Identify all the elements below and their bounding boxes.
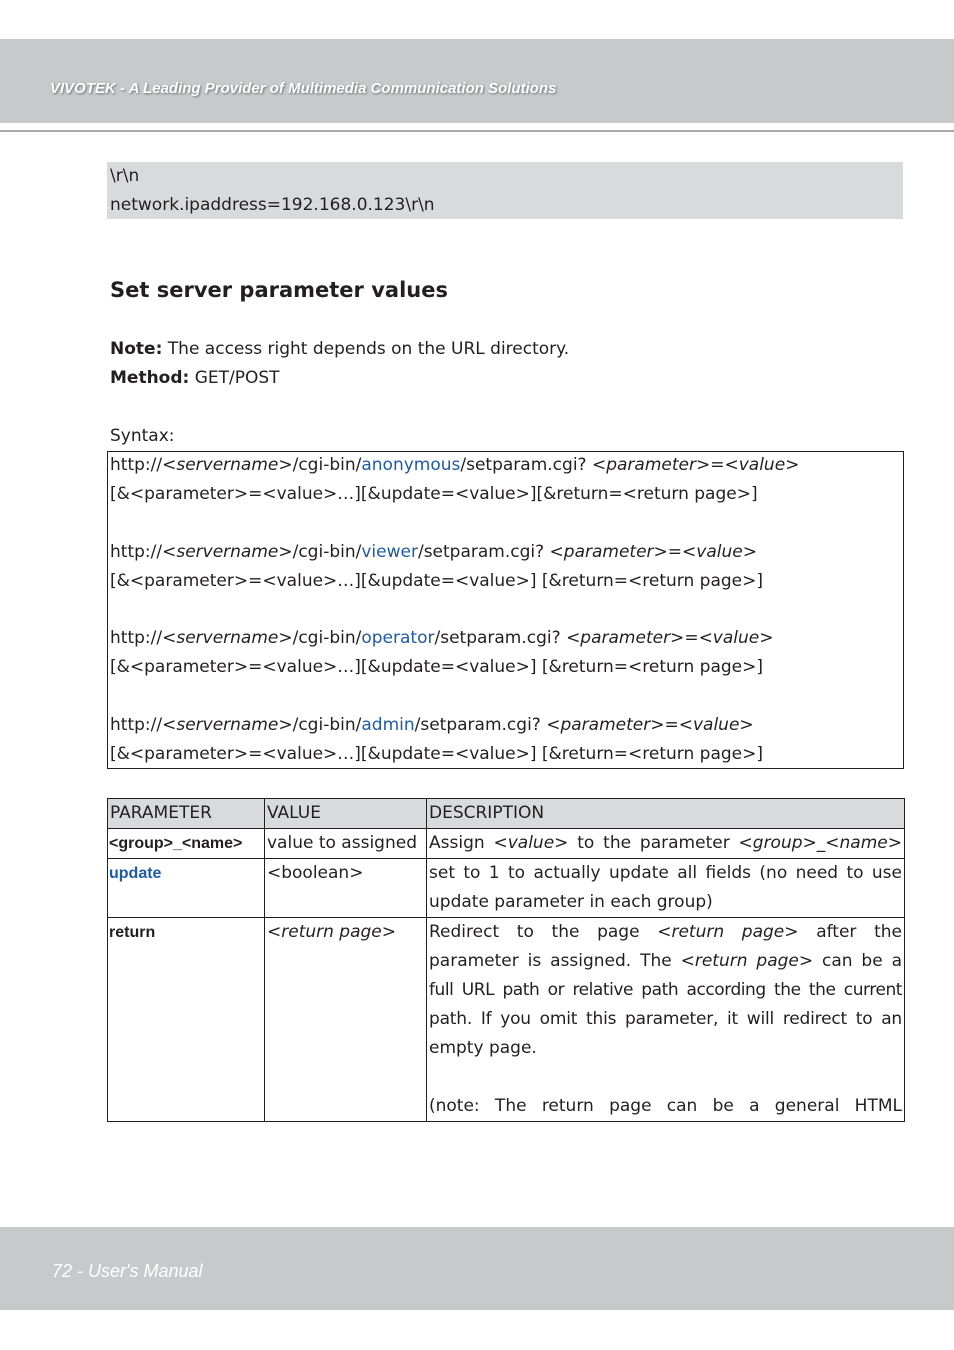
param-cell: return [108,918,265,1122]
table-row [108,918,905,1122]
header-divider [0,130,954,132]
description-cell: Assign <value> to the parameter <group>_<name> [427,829,905,859]
value-cell: <boolean> [265,859,427,918]
method-label: Method: [110,368,190,388]
code-line-1: \r\n [110,166,140,186]
page-number: 72 - User's Manual [52,1261,203,1281]
method-text: GET/POST [189,368,280,388]
dir-operator: operator [361,628,435,648]
syntax-args-viewer: [&<parameter>=<value>…][&update=<value>] [&return=<return page>] [110,571,763,591]
dir-viewer: viewer [361,542,418,562]
syntax-args-operator: [&<parameter>=<value>…][&update=<value>] [&return=<return page>] [110,657,763,677]
syntax-args-anonymous: [&<parameter>=<value>…][&update=<value>][&return=<return page>] [110,484,758,504]
header-title: VIVOTEK - A Leading Provider of Multimedia Communication Solutions [50,80,557,97]
syntax-box [107,451,904,769]
value-cell: value to assigned [265,829,427,859]
code-example-box [107,162,903,219]
note-text: The access right depends on the URL directory. [162,339,570,359]
method-line [110,368,280,388]
value-cell: <return page> [265,918,427,1122]
syntax-args-admin: [&<parameter>=<value>…][&update=<value>] [&return=<return page>] [110,744,763,764]
syntax-url-operator: http://<servername>/cgi-bin/operator/setparam.cgi? <parameter>=<value> [110,628,774,648]
dir-anonymous: anonymous [361,455,461,475]
syntax-url-anonymous: http://<servername>/cgi-bin/anonymous/setparam.cgi? <parameter>=<value> [110,455,800,475]
param-cell: <group>_<name> [108,829,265,859]
col-header-parameter: PARAMETER [108,799,265,829]
param-cell: update [108,859,265,918]
note-label: Note: [110,339,163,359]
col-header-value: VALUE [265,799,427,829]
syntax-url-viewer: http://<servername>/cgi-bin/viewer/setparam.cgi? <parameter>=<value> [110,542,757,562]
dir-admin: admin [361,715,415,735]
parameter-table [107,798,905,1122]
syntax-url-admin: http://<servername>/cgi-bin/admin/setparam.cgi? <parameter>=<value> [110,715,754,735]
section-title: Set server parameter values [110,278,448,302]
table-row [108,829,905,859]
note-line [110,339,569,359]
code-line-2: network.ipaddress=192.168.0.123\r\n [110,195,435,215]
table-row [108,859,905,918]
syntax-label: Syntax: [110,426,175,446]
table-header-row [108,799,905,829]
description-cell: Redirect to the page <return page> after the parameter is assigned. The <return page> can be a full URL path or relative path according the the current path. If you omit this parameter, it will redirect to an empty page. (note: The return page can be a general HTML [427,918,905,1122]
description-cell: set to 1 to actually update all fields (no need to use update parameter in each group) [427,859,905,918]
col-header-description: DESCRIPTION [427,799,905,829]
